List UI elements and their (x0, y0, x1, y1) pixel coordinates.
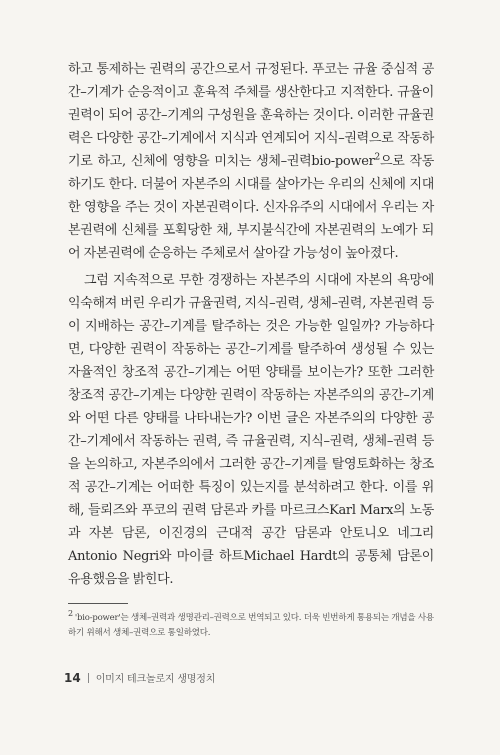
footer-separator (88, 673, 89, 683)
footnote-reference-mark[interactable]: 2 (374, 152, 380, 163)
page-number: 14 (64, 670, 81, 685)
body-text (68, 58, 434, 595)
paragraph-2: 그럼 지속적으로 무한 경쟁하는 자본주의 시대에 자본의 욕망에 익숙해져 버린 우리가 규율권력, 지식–권력, 생체–권력, 자본권력 등이 지배하는 공간–기계를 탈주하는 것은 가능한 일일까? 가능하다면, 다양한 권력이 작동하는 공간–기계를 탈주하여 생성될 수 있는 자율적인 창조적 공간–기계는 어떤 양태를 보이는가? 또한 그러한 창조적 공간–기계는 다양한 권력이 작동하는 자본주의의 공간–기계와 어떤 다른 양태를 나타내는가? 이번 글은 자본주의의 다양한 공간–기계에서 작동하는 권력, 즉 규율권력, 지식–권력, 생체–권력 등을 논의하고, 자본주의에서 그러한 공간–기계를 탈영토화하는 창조적 공간–기계는 어떠한 특징이 있는지를 분석하려고 한다. 이를 위해, 들뢰즈와 푸코의 권력 담론과 카를 마르크스Karl Marx의 노동과 자본 담론, 이진경의 근대적 공간 담론과 안토니오 네그리Antonio Negri와 마이클 하트Michael Hardt의 공통체 담론이 유용했음을 밝힌다. (68, 273, 434, 587)
footnote-divider (68, 603, 128, 604)
paragraph-1 (68, 58, 434, 265)
footnote (68, 611, 434, 641)
footnote-text: 'bio-power'는 생체–권력과 생명관리–권력으로 번역되고 있다. 더욱 빈번하게 통용되는 개념을 사용하기 위해서 생체–권력으로 통일하였다. (68, 613, 434, 638)
paragraph-1-text-after-footnote: 으로 작동하기도 한다. 더불어 자본주의 시대를 살아가는 우리의 신체에 지대한 영향을 주는 것이 자본권력이다. 신자유주의 시대에서 우리는 자본권력에 신체를 포획당한 채, 부지불식간에 자본권력의 노예가 되어 자본권력에 순응하는 주체로서 살아갈 가능성이 높아졌다. (68, 154, 434, 261)
running-title: 이미지 테크놀로지 생명정치 (95, 674, 216, 685)
page-footer (64, 670, 215, 685)
footnote-number: 2 (68, 609, 73, 619)
paragraph-1-text-before-footnote: 하고 통제하는 권력의 공간으로서 규정된다. 푸코는 규율 중심적 공간–기계가 순응적이고 훈육적 주체를 생산한다고 지적한다. 규율이 권력이 되어 공간–기계의 구성원을 훈육하는 것이다. 이러한 규율권력은 다양한 공간–기계에서 지식과 연계되어 지식–권력으로 작동하기로 하고, 신체에 영향을 미치는 생체–권력bio-power (68, 62, 434, 169)
